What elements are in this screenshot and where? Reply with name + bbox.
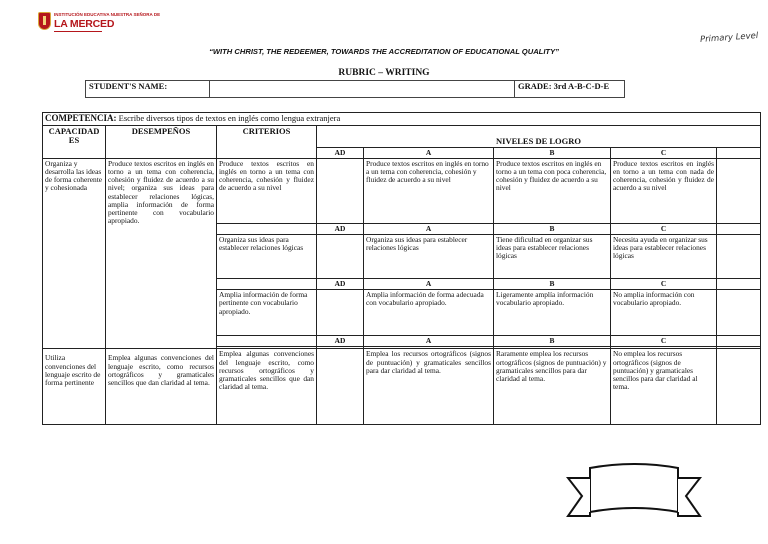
ribbon-banner-icon <box>566 462 702 524</box>
level-extra <box>717 336 761 347</box>
cell-1-b: Produce textos escritos en inglés en torno a un tema con poca coherencia, cohesión y fluidez de acuerdo a su nivel <box>494 159 611 224</box>
cell-4-extra <box>717 349 761 425</box>
cell-3-b: Ligeramente amplía información vocabulario apropiado. <box>494 290 611 336</box>
criterio-2-gap <box>217 224 317 235</box>
level-c: C <box>611 147 717 158</box>
header-capacidades: CAPACIDAD ES <box>43 125 106 158</box>
cell-2-b: Tiene dificultad en organizar sus ideas para establecer relaciones lógicas <box>494 235 611 279</box>
student-name-field[interactable] <box>210 81 515 98</box>
cell-1-ad <box>317 159 364 224</box>
motto: “WITH CHRIST, THE REDEEMER, TOWARDS THE ACCREDITATION OF EDUCATIONAL QUALITY” <box>209 47 559 56</box>
level-ad: AD <box>317 336 364 347</box>
cell-4-c: No emplea los recursos ortográficos (signos de puntuación) y gramaticales sencillos para dar claridad al tema. <box>611 349 717 425</box>
level-ad: AD <box>317 224 364 235</box>
level-c: C <box>611 279 717 290</box>
cell-1-c: Produce textos escritos en inglés en torno a un tema con nada de coherencia, cohesión y fluidez de acuerdo a su nivel <box>611 159 717 224</box>
criterio-4-gap <box>217 336 317 347</box>
criterio-4: Emplea algunas convenciones del lenguaje escrito, como recursos ortográficos y gramaticales sencillos que dan claridad al tema. <box>217 349 317 425</box>
level-b: B <box>494 279 611 290</box>
criterio-3-gap <box>217 279 317 290</box>
student-name-label: STUDENT'S NAME: <box>86 81 210 98</box>
desempeno-1: Produce textos escritos en inglés en torno a un tema con coherencia, cohesión y fluidez de acuerdo a su nivel; organiza sus ideas para establecer relaciones lógicas, amplia información de forma pertinente con vocabulario apropiado. <box>106 159 217 349</box>
header-niveles: NIVELES DE LOGRO <box>317 125 761 147</box>
capacidad-2: Utiliza convenciones del lenguaje escrito de forma pertinente <box>43 349 106 425</box>
criterio-3: Amplia información de forma pertinente con vocabulario apropiado. <box>217 290 317 336</box>
level-c: C <box>611 224 717 235</box>
level-ad: AD <box>317 147 364 158</box>
rubric-title: RUBRIC – WRITING <box>338 68 430 78</box>
desempeno-2: Emplea algunas convenciones del lenguaje escrito, como recursos ortográficos y gramaticales sencillos que dan claridad al tema. <box>106 349 217 425</box>
level-extra <box>717 147 761 158</box>
header-desempenos: DESEMPEÑOS <box>106 125 217 158</box>
level-label: Primary Level <box>699 30 759 46</box>
level-b: B <box>494 224 611 235</box>
competencia-row <box>43 113 761 126</box>
level-a: A <box>364 279 494 290</box>
criterio-1: Produce textos escritos en inglés en torno a un tema con coherencia, cohesión y fluidez de acuerdo a su nivel <box>217 159 317 224</box>
logo-small-text: INSTITUCIÓN EDUCATIVA NUESTRA SEÑORA DE <box>54 12 161 17</box>
level-a: A <box>364 147 494 158</box>
grade-label: GRADE: 3rd A-B-C-D-E <box>515 81 625 98</box>
level-b: B <box>494 147 611 158</box>
cell-3-ad <box>317 290 364 336</box>
level-c: C <box>611 336 717 347</box>
crest-icon <box>38 12 51 30</box>
cell-2-ad <box>317 235 364 279</box>
level-a: A <box>364 336 494 347</box>
level-extra <box>717 279 761 290</box>
logo-school-name: LA MERCED <box>54 18 115 30</box>
student-header-table <box>85 80 625 98</box>
header-criterios: CRITERIOS <box>217 125 317 158</box>
level-extra <box>717 224 761 235</box>
competencia-text: Escribe diversos tipos de textos en inglés como lengua extranjera <box>118 113 341 123</box>
level-b: B <box>494 336 611 347</box>
level-a: A <box>364 224 494 235</box>
competencia-label: COMPETENCIA: <box>45 113 117 123</box>
cell-4-ad <box>317 349 364 425</box>
cell-3-extra <box>717 290 761 336</box>
cell-3-c: No amplia información con vocabulario apropiado. <box>611 290 717 336</box>
capacidad-1: Organiza y desarrolla las ideas de forma coherente y cohesionada <box>43 159 106 349</box>
logo-underline <box>54 31 102 32</box>
criterio-2: Organiza sus ideas para establecer relaciones lógicas <box>217 235 317 279</box>
level-ad: AD <box>317 279 364 290</box>
cell-2-extra <box>717 235 761 279</box>
cell-3-a: Amplia información de forma adecuada con vocabulario apropiado. <box>364 290 494 336</box>
cell-1-a: Produce textos escritos en inglés en torno a un tema con coherencia, cohesión y fluidez de acuerdo a su nivel <box>364 159 494 224</box>
cell-4-b: Raramente emplea los recursos ortográficos (signos de puntuación) y gramaticales sencillos para dar claridad al tema. <box>494 349 611 425</box>
cell-2-a: Organiza sus ideas para establecer relaciones lógicas <box>364 235 494 279</box>
cell-1-extra <box>717 159 761 224</box>
cell-4-a: Emplea los recursos ortográficos (signos de puntuación) y gramaticales sencillos para dar claridad al tema. <box>364 349 494 425</box>
school-logo <box>38 10 161 40</box>
cell-2-c: Necesita ayuda en organizar sus ideas para establecer relaciones lógicas <box>611 235 717 279</box>
rubric-table <box>42 112 761 425</box>
